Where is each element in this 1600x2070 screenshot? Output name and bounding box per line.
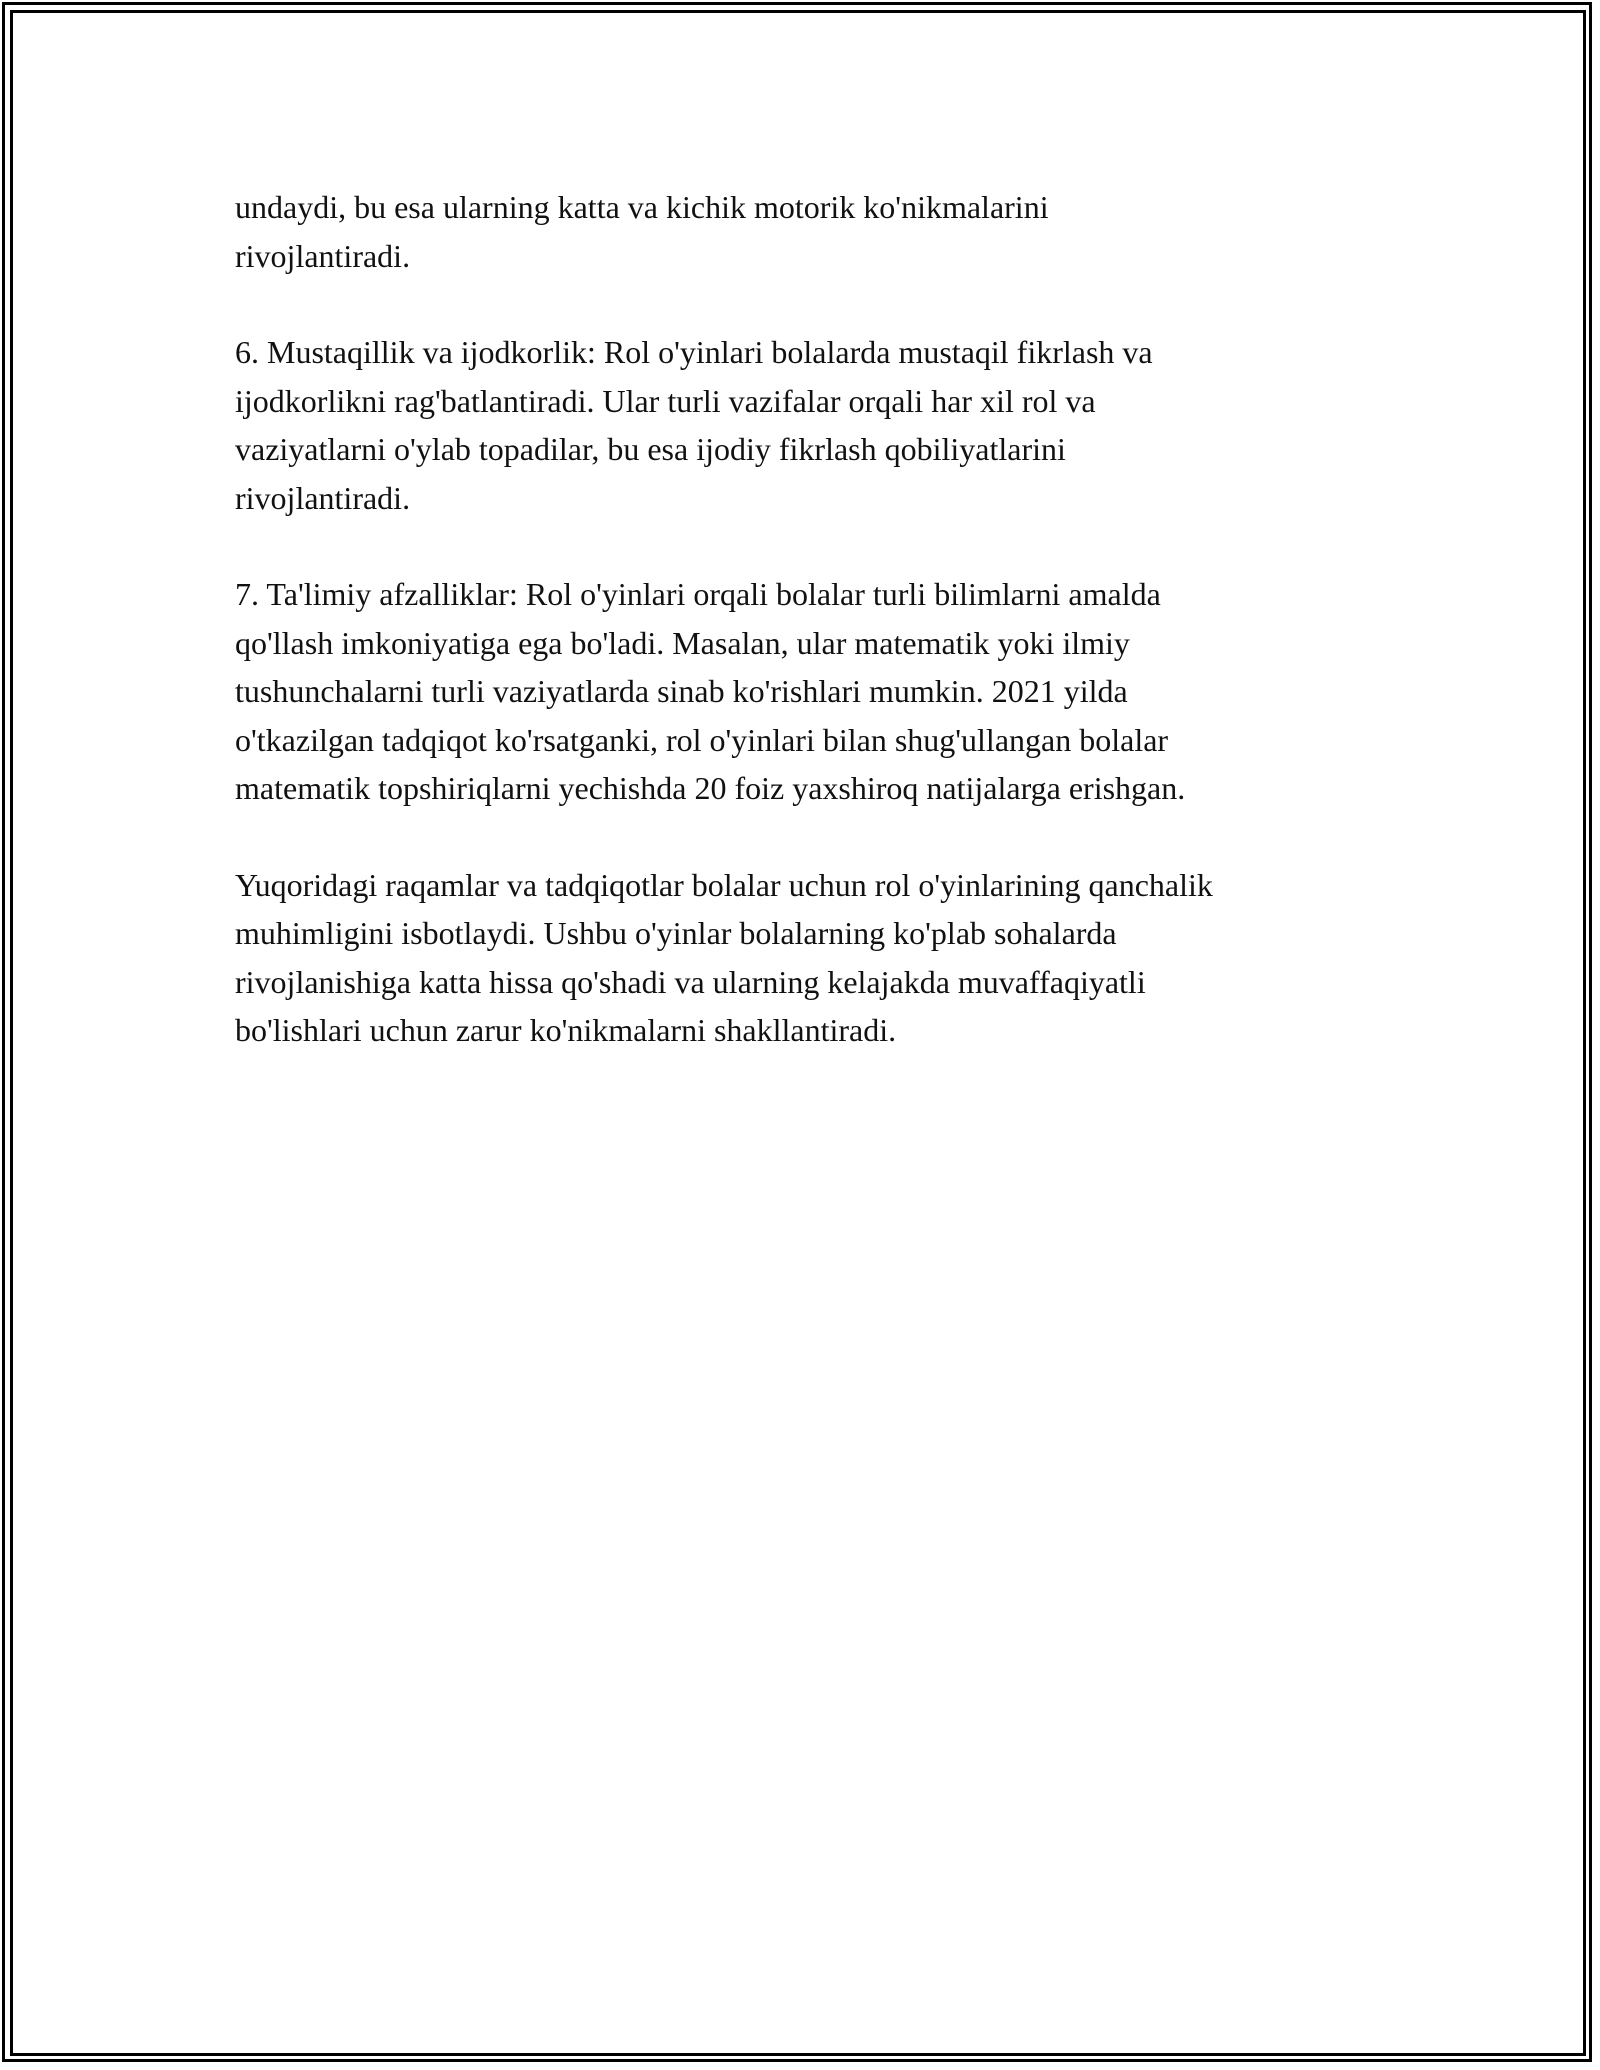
text-line: tushunchalarni turli vaziyatlarda sinab ko'rishlari mumkin. 2021 yilda	[235, 673, 1128, 709]
text-line: Yuqoridagi raqamlar va tadqiqotlar bolalar uchun rol o'yinlarining qanchalik	[235, 866, 1213, 903]
paragraph-motor-skills-continuation	[235, 183, 1395, 280]
text-line: o'tkazilgan tadqiqot ko'rsatganki, rol o'yinlari bilan shug'ullangan bolalar	[235, 721, 1169, 758]
paragraph-conclusion	[235, 861, 1395, 1055]
text-line: vaziyatlarni o'ylab topadilar, bu esa ijodiy fikrlash qobiliyatlarini	[235, 431, 1066, 467]
text-line: ijodkorlikni rag'batlantiradi. Ular turli vazifalar orqali har xil rol va	[235, 382, 1096, 419]
text-line: bo'lishlari uchun zarur ko'nikmalarni shakllantiradi.	[235, 1012, 897, 1048]
paragraph-educational-benefits	[235, 570, 1395, 813]
text-line: 7. Ta'limiy afzalliklar: Rol o'yinlari orqali bolalar turli bilimlarni amalda	[235, 576, 1161, 612]
text-line: matematik topshiriqlarni yechishda 20 foiz yaxshiroq natijalarga erishgan.	[235, 770, 1186, 806]
text-line: muhimligini isbotlaydi. Ushbu o'yinlar bolalarning ko'plab sohalarda	[235, 915, 1117, 951]
text-line: rivojlanishiga katta hissa qo'shadi va ularning kelajakda muvaffaqiyatli	[235, 963, 1146, 1000]
document-body	[235, 183, 1395, 1103]
text-line: qo'llash imkoniyatiga ega bo'ladi. Masalan, ular matematik yoki ilmiy	[235, 624, 1130, 661]
text-line: 6. Mustaqillik va ijodkorlik: Rol o'yinlari bolalarda mustaqil fikrlash va	[235, 334, 1153, 370]
text-line: rivojlantiradi.	[235, 237, 411, 274]
text-line: rivojlantiradi.	[235, 479, 411, 516]
text-line: undaydi, bu esa ularning katta va kichik motorik ko'nikmalarini	[235, 189, 1049, 225]
paragraph-independence-creativity	[235, 328, 1395, 522]
